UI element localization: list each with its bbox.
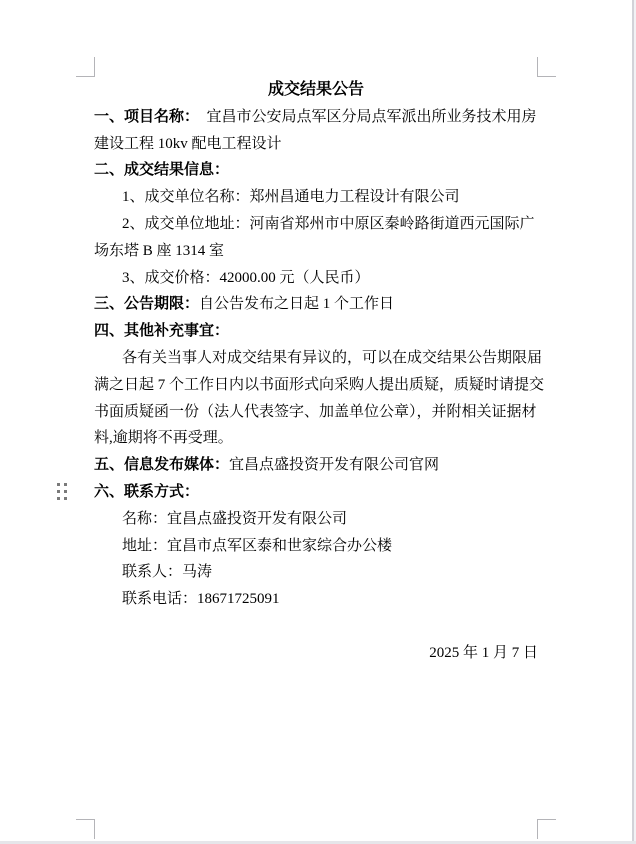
doc-line: 1、成交单位名称：郑州昌通电力工程设计有限公司 (122, 189, 460, 206)
document-body (94, 77, 545, 667)
doc-line: 联系人：马涛 (122, 564, 213, 581)
doc-line: 2、成交单位地址：河南省郑州市中原区秦岭路街道西元国际广 (122, 215, 535, 232)
crop-mark-bottom-right (537, 819, 556, 839)
doc-line: 五、信息发布媒体：宜昌点盛投资开发有限公司官网 (94, 457, 440, 474)
doc-line: 满之日起 7 个工作日内以书面形式向采购人提出质疑，质疑时请提交 (94, 376, 545, 393)
doc-line: 六、联系方式： (94, 483, 200, 500)
doc-line: 3、成交价格：42000.00 元（人民币） (122, 269, 370, 286)
crop-mark-bottom-left (76, 819, 95, 839)
crop-mark-top-left (76, 57, 95, 77)
doc-line (94, 613, 538, 640)
doc-line: 三、公告期限：自公告发布之日起 1 个工作日 (94, 296, 395, 313)
doc-line: 联系电话：18671725091 (122, 591, 280, 608)
document-title: 成交结果公告 (267, 81, 364, 98)
doc-line: 建设工程 10kv 配电工程设计 (94, 135, 282, 152)
drag-handle-icon[interactable] (57, 483, 67, 500)
doc-line: 各有关当事人对成交结果有异议的，可以在成交结果公告期限届 (122, 349, 543, 366)
doc-line: 料,逾期将不再受理。 (94, 430, 233, 447)
crop-mark-top-right (537, 57, 556, 77)
doc-line: 场东塔 B 座 1314 室 (94, 242, 225, 259)
doc-line: 四、其他补充事宜： (94, 323, 230, 340)
document-lines (94, 104, 545, 667)
doc-line: 名称：宜昌点盛投资开发有限公司 (122, 510, 348, 527)
doc-line: 二、成交结果信息： (94, 162, 230, 179)
doc-line: 2025 年 1 月 7 日 (429, 644, 538, 661)
doc-line: 一、项目名称： 宜昌市公安局点军区分局点军派出所业务技术用房 (94, 108, 537, 125)
doc-line: 地址：宜昌市点军区泰和世家综合办公楼 (122, 537, 393, 554)
doc-line: 书面质疑函一份（法人代表签字、加盖单位公章），并附相关证据材 (94, 403, 537, 420)
